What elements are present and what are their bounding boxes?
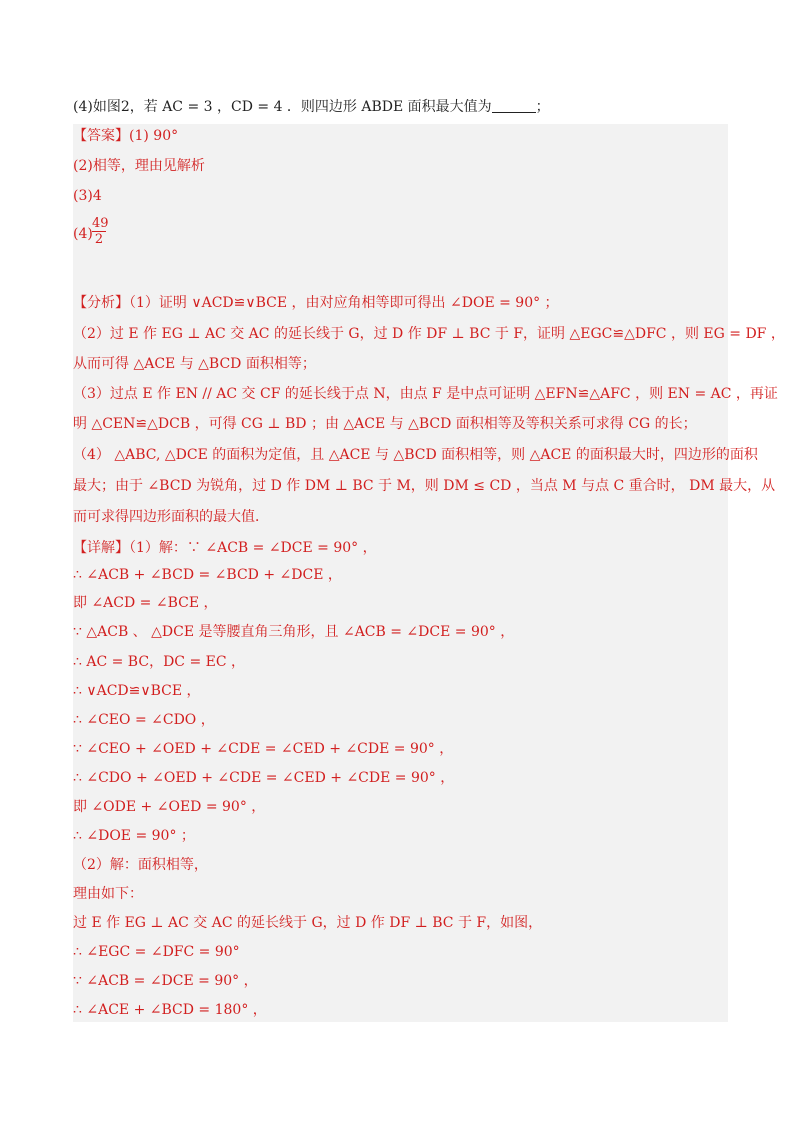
answer-blank (492, 98, 536, 113)
detail-line: ∴ AC = BC，DC = EC ， (73, 654, 246, 670)
detail-line: ∴ ∠ACE + ∠BCD = 180° ， (73, 1002, 267, 1018)
detail-line: ∴ ∠DOE = 90° ； (73, 828, 195, 844)
fraction-numerator: 49 (92, 216, 109, 231)
analysis-line: （3）过点 E 作 EN // AC 交 CF 的延长线于点 N，由点 F 是中点可证明 △EFN≌△AFC ，则 EN = AC ，再证 (73, 386, 778, 402)
analysis-line: 从而可得 △ACE 与 △BCD 面积相等； (73, 356, 316, 372)
detail-line: ∴ ∠ACB + ∠BCD = ∠BCD + ∠DCE ， (73, 567, 342, 583)
question-4 (73, 95, 550, 119)
detail-line: ∵ △ACB 、 △DCE 是等腰直角三角形，且 ∠ACB = ∠DCE = 90° ， (73, 624, 515, 640)
detail-line: ∵ ∠ACB = ∠DCE = 90° ， (73, 973, 258, 989)
analysis-line: 最大；由于 ∠BCD 为锐角，过 D 作 DM ⊥ BC 于 M，则 DM ≤ CD ，当点 M 与点 C 重合时， DM 最大，从 (73, 478, 776, 494)
answer-part4-label: (4) (73, 226, 93, 242)
fraction-denominator: 2 (94, 232, 104, 247)
detail-line: （2）解：面积相等， (73, 857, 208, 873)
detail-line: ∴ ∠EGC = ∠DFC = 90° (73, 944, 240, 960)
analysis-line: 明 △CEN≌△DCB ，可得 CG ⊥ BD ；由 △ACE 与 △BCD 面积相等及等积关系可求得 CG 的长； (73, 416, 697, 432)
detail-line: 即 ∠ODE + ∠OED = 90° ， (73, 799, 266, 815)
detail-line: ∴ ∠CDO + ∠OED + ∠CDE = ∠CED + ∠CDE = 90° ， (73, 770, 455, 786)
detail-line: ∵ ∠CEO + ∠OED + ∠CDE = ∠CED + ∠CDE = 90° ， (73, 741, 454, 757)
detail-line: ∴ ∠CEO = ∠CDO ， (73, 712, 215, 728)
analysis-line: 而可求得四边形面积的最大值． (73, 509, 269, 525)
answer-part3: (3)4 (73, 188, 102, 204)
detail-line: ∴ ∨ACD≌∨BCE ， (73, 683, 201, 699)
detail-line: 【详解】（1）解：∵ ∠ACB = ∠DCE = 90° ， (73, 540, 377, 556)
question-end: ； (535, 99, 550, 115)
detail-line: 即 ∠ACD = ∠BCE ， (73, 595, 218, 611)
analysis-line: 【分析】（1）证明 ∨ACD≌∨BCE ，由对应角相等即可得出 ∠DOE = 90° ； (73, 295, 559, 311)
answer-part2: (2)相等，理由见解析 (73, 158, 205, 174)
analysis-line: （2）过 E 作 EG ⊥ AC 交 AC 的延长线于 G，过 D 作 DF ⊥ BC 于 F，证明 △EGC≌△DFC ，则 EG = DF ， (73, 326, 785, 342)
detail-line: 理由如下： (73, 886, 143, 902)
answer-part1: 【答案】(1) 90° (73, 128, 179, 144)
detail-line: 过 E 作 EG ⊥ AC 交 AC 的延长线于 G，过 D 作 DF ⊥ BC 于 F，如图， (73, 915, 543, 931)
analysis-line: （4） △ABC, △DCE 的面积为定值，且 △ACE 与 △BCD 面积相等，则 △ACE 的面积最大时，四边形的面积 (73, 447, 758, 463)
question-text: (4)如图2，若 AC = 3 ，CD = 4 ．则四边形 ABDE 面积最大值为 (73, 99, 492, 115)
answer-part4-fraction (92, 216, 109, 247)
